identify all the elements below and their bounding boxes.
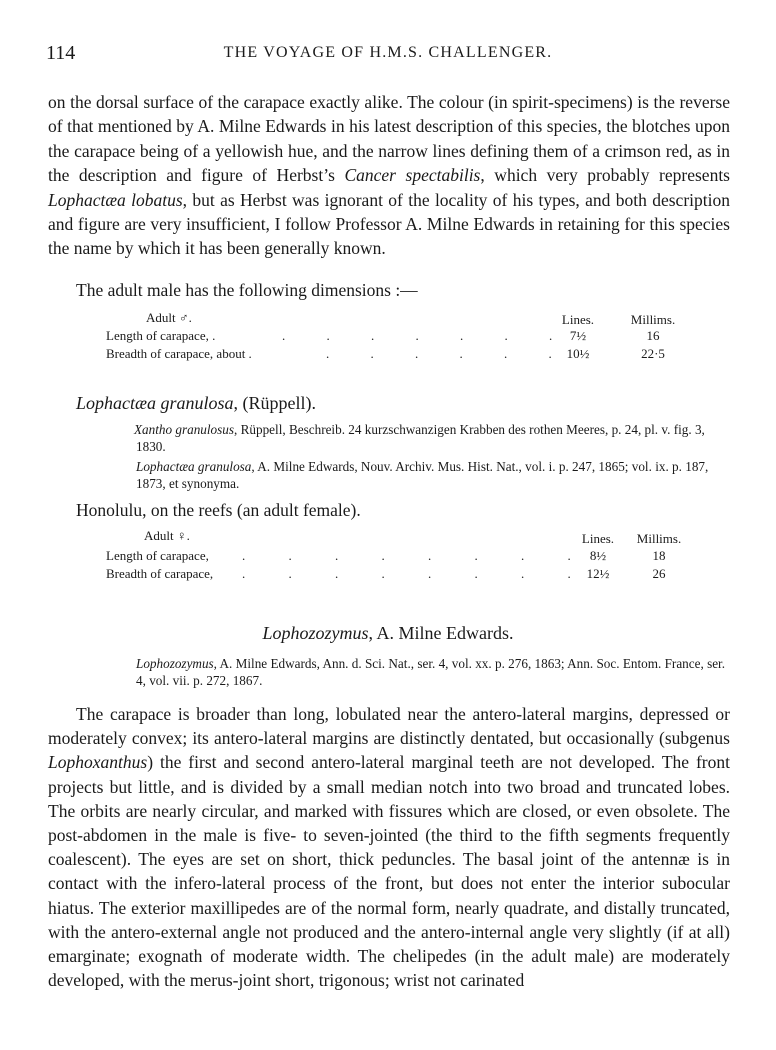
genus-reference	[136, 655, 730, 689]
row-label: Breadth of carapace,	[106, 566, 214, 581]
genus-heading	[0, 623, 776, 644]
cell-millims: 22·5	[641, 346, 665, 361]
page-number: 114	[46, 42, 76, 64]
cell-lines: 12½	[586, 566, 610, 581]
genus-reference-text: , A. Milne Edwards, Ann. d. Sci. Nat., ser. 4, vol. xx. p. 276, 1863; Ann. Soc. Entom. France, ser. 4, vol. vii. p. 272, 1867.	[136, 656, 726, 688]
running-head: THE VOYAGE OF H.M.S. CHALLENGER.	[223, 44, 553, 61]
synonym-name: Xantho granulosus	[134, 422, 235, 437]
synonym-text: , Rüppell, Beschreib. 24 kurzschwanzigen Krabben des rothen Meeres, p. 24, pl. v. fig. 3, 1830.	[136, 422, 705, 454]
intro-text-1: on the dorsal surface of the carapace exactly alike. The colour (in spirit-specimens) is the reverse of that mentioned by A. Milne Edwards in his latest description of this species, the blotches upon the carapace being of a yellowish hue, and the narrow lines defining them of a crimson red, as in the description and figure of Herbst’s	[48, 92, 730, 186]
leader-dots: . . . . . .	[326, 346, 552, 361]
leader-dots: . . . . . . .	[282, 328, 553, 343]
description-text-1: The carapace is broader than long, lobulated near the antero-lateral margins, depressed or moderately convex; its antero-lateral margins are distinctly dentated, but occasionally (subgenus	[48, 704, 730, 749]
row-label: Length of carapace, .	[106, 328, 216, 343]
cell-lines: 8½	[589, 548, 607, 563]
intro-text-3: , but as Herbst was ignorant of the locality of his types, and both description and figure are very insufficient, I follow Professor A. Milne Edwards in retaining for this species the name by which it has been generally known.	[48, 189, 730, 259]
synonym-name: Lophactæa granulosa	[136, 459, 252, 474]
table-heading: Adult ♂.	[146, 310, 192, 325]
species-name: Lophactæa granulosa	[76, 393, 234, 413]
description-italic-1: Lophoxanthus	[48, 752, 148, 773]
intro-text-2: , which very probably represents	[480, 165, 730, 186]
intro-italic-1: Cancer spectabilis	[344, 165, 481, 186]
genus-author: , A. Milne Edwards.	[368, 623, 514, 643]
row-label: Length of carapace,	[106, 548, 209, 563]
synonym-text: , A. Milne Edwards, Nouv. Archiv. Mus. Hist. Nat., vol. i. p. 247, 1865; vol. ix. p. 187, 1873, et synonyma.	[136, 459, 709, 491]
row-label: Breadth of carapace, about .	[106, 346, 252, 361]
leader-dots: . . . . . . . .	[242, 548, 571, 563]
col-header-lines: Lines.	[581, 531, 615, 546]
cell-lines: 10½	[566, 346, 590, 361]
cell-millims: 18	[652, 548, 666, 563]
genus-name: Lophozozymus	[262, 623, 369, 643]
species-author: , (Rüppell).	[233, 393, 317, 413]
table-heading: Adult ♀.	[144, 528, 190, 543]
locality: Honolulu, on the reefs (an adult female).	[76, 500, 361, 520]
col-header-lines: Lines.	[561, 312, 595, 327]
genus-reference-name: Lophozozymus	[136, 656, 214, 671]
dimensions-intro: The adult male has the following dimensions :—	[76, 280, 418, 300]
leader-dots: . . . . . . . .	[242, 566, 571, 581]
intro-italic-2: Lophactæa lobatus	[48, 189, 183, 210]
col-header-millims: Millims.	[630, 312, 676, 327]
cell-lines: 7½	[569, 328, 587, 343]
genus-description	[48, 702, 730, 992]
cell-millims: 16	[646, 328, 660, 343]
description-text-2: ) the first and second antero-lateral marginal teeth are not developed. The front projects but little, and is divided by a small median notch into two broad and truncated lobes. The orbits are nearly circular, and marked with fissures which are closed, or even obsolete. The post-abdomen in the male is five- to seven-jointed (the third to the fifth segments frequently coalescent). The eyes are set on short, thick peduncles. The basal joint of the antennæ is in contact with the infero-lateral process of the front, but does not enter the interior subocular hiatus. The exterior maxillipedes are of the normal form, nearly quadrate, and distally truncated, with the antero-external angle not produced and the antero-internal angle very slightly (if at all) emarginate; exognath of moderate width. The chelipedes (in the adult male) are moderately developed, with the merus-joint short, trigonous; wrist not carinated	[48, 752, 730, 991]
cell-millims: 26	[652, 566, 666, 581]
col-header-millims: Millims.	[636, 531, 682, 546]
